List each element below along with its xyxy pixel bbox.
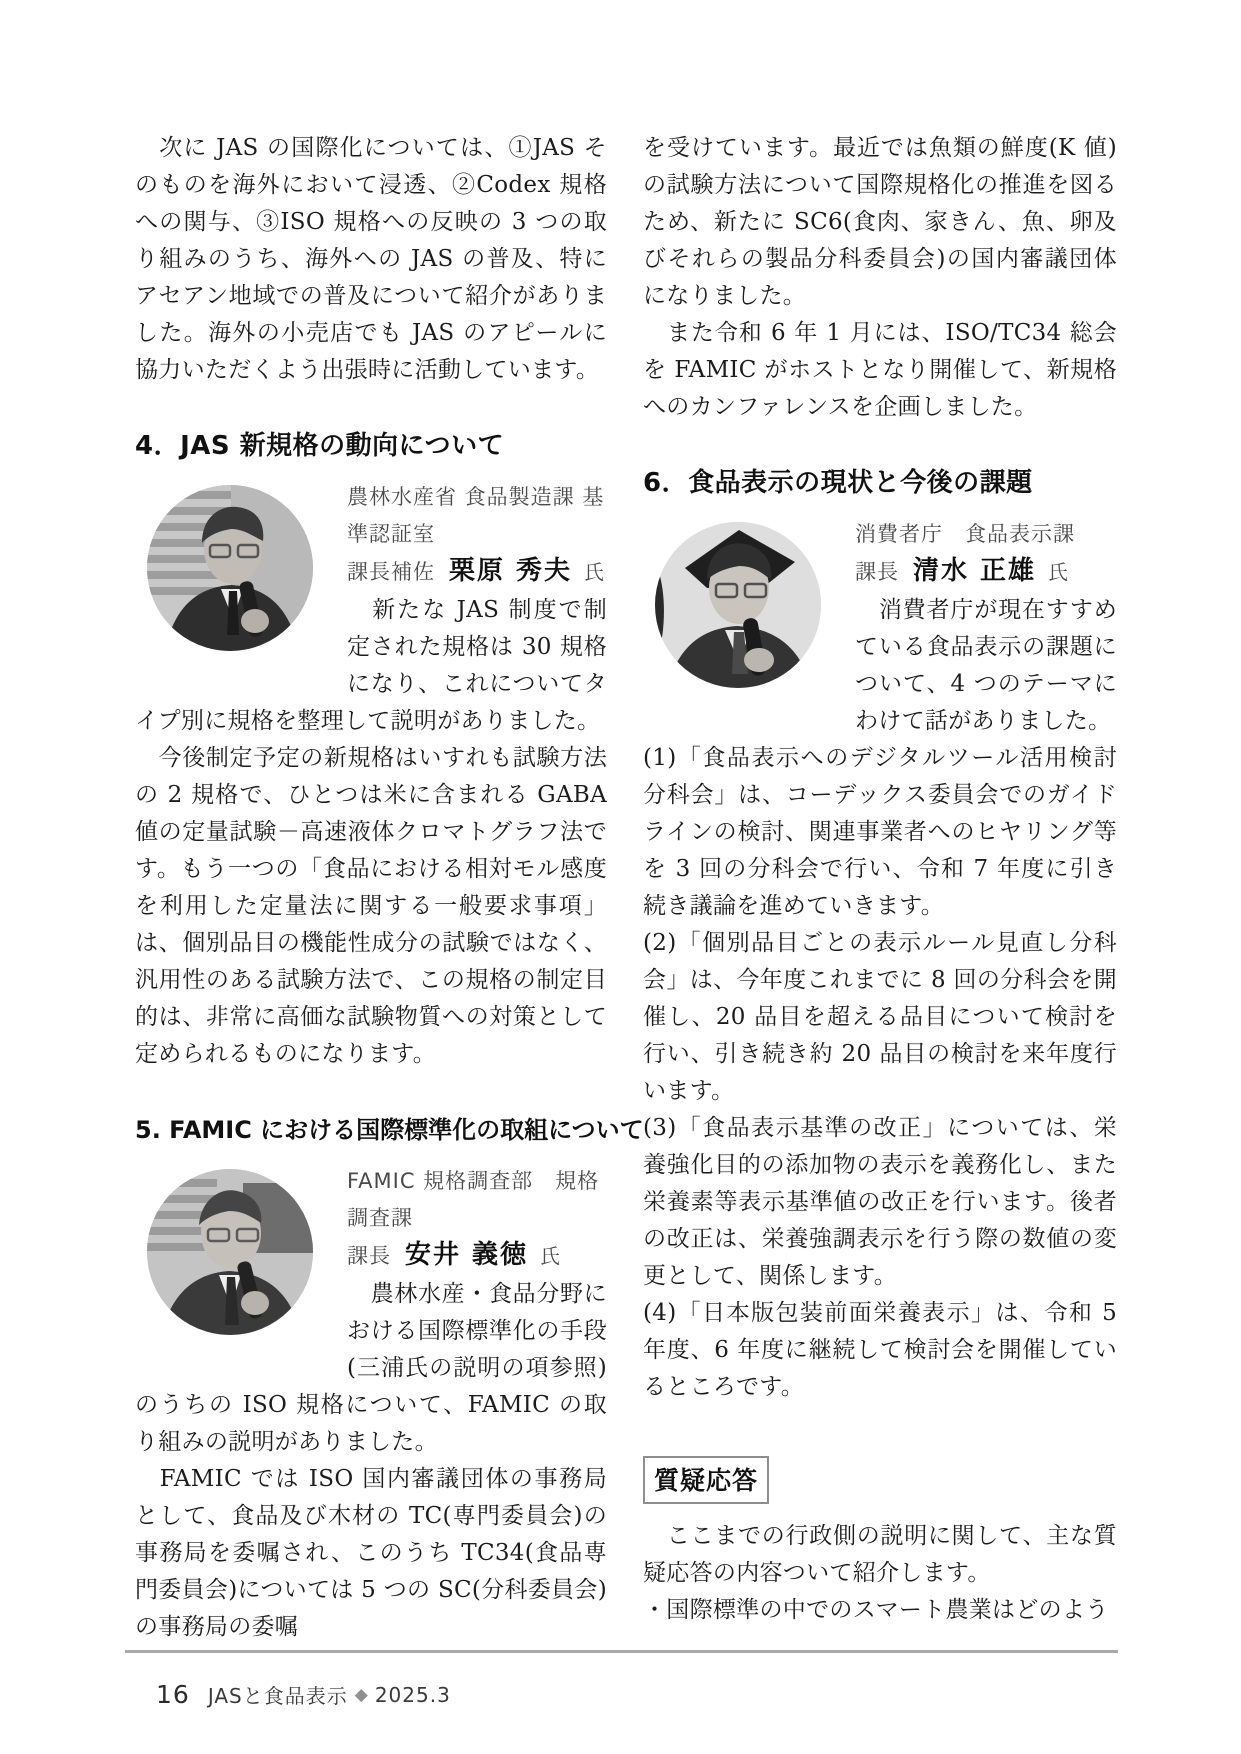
speaker-honorific: 氏: [540, 1244, 561, 1268]
section5-paragraph-1: 農林水産・食品分野における国際標準化の手段(三浦氏の説明の項参照)のうちの ISO 規格について、FAMIC の取り組みの説明がありました。: [135, 1281, 607, 1455]
continuation-paragraph: を受けています。最近では魚類の鮮度(K 値)の試験方法について国際規格化の推進を図るため、新たに SC6(食肉、家きん、魚、卵及びそれらの製品分科委員会)の国内審議団体になりました。: [643, 135, 1117, 309]
speaker-portrait-photo: [147, 485, 313, 651]
speaker-honorific: 氏: [1048, 560, 1069, 584]
speaker-portrait-photo: [147, 1169, 313, 1335]
speaker-role: 課長補佐: [347, 560, 435, 584]
issue-date: 2025.3: [374, 1682, 451, 1707]
left-column: [135, 130, 644, 1646]
section6-item-4: (4)「日本版包装前面栄養表示」は、令和 5 年度、6 年度に継続して検討会を開催しているところです。: [643, 1300, 1117, 1400]
section6-heading: 6．食品表示の現状と今後の課題: [643, 468, 1033, 498]
journal-title: JASと食品表示: [207, 1684, 348, 1708]
speaker-role: 課長: [347, 1244, 391, 1268]
speaker-portrait-photo: [655, 522, 821, 688]
section5-heading: 5. FAMIC における国際標準化の取組について: [135, 1116, 644, 1144]
speaker-affiliation: 農林水産省 食品製造課 基準認証室: [347, 485, 605, 546]
section4-paragraph-2: 今後制定予定の新規格はいすれも試験方法の 2 規格で、ひとつは米に含まれる GABA 値の定量試験－高速液体クロマトグラフ法です。もう一つの「食品における相対モル感度を利用した定量法に関する一般要求事項」は、個別品目の機能性成分の試験ではなく、汎用性のある試験方法で、この規格の制定目的は、非常に高価な試験物質への対策として定められるものになります。: [135, 745, 607, 1067]
speaker-block-yasui: [135, 1163, 607, 1461]
speaker-affiliation: FAMIC 規格調査部 規格調査課: [347, 1169, 600, 1230]
speaker-name: 清水 正雄: [913, 556, 1037, 586]
speaker-block-kurihara: [135, 479, 607, 740]
speaker-honorific: 氏: [584, 560, 605, 584]
qa-section-heading: 質疑応答: [643, 1456, 769, 1504]
right-column: [643, 130, 1117, 1629]
iso-tc34-paragraph: また令和 6 年 1 月には、ISO/TC34 総会を FAMIC がホストとなり開催して、新規格へのカンファレンスを企画しました。: [643, 320, 1117, 420]
section6-paragraph-1: 消費者庁が現在すすめている食品表示の課題について、4 つのテーマにわけて話がありました。: [855, 597, 1117, 734]
page-number: 16: [156, 1680, 190, 1709]
footer-divider: [125, 1650, 1118, 1653]
qa-intro-paragraph: ここまでの行政側の説明に関して、主な質疑応答の内容ついて紹介します。: [643, 1523, 1117, 1586]
qa-bullet-item: ・国際標準の中でのスマート農業はどのよう: [643, 1597, 1109, 1623]
section4-paragraph-1: 新たな JAS 制度で制定された規格は 30 規格になり、これについてタイプ別に規格を整理して説明がありました。: [135, 597, 607, 734]
page-footer: [156, 1680, 451, 1709]
speaker-affiliation: 消費者庁 食品表示課: [855, 522, 1075, 546]
section5-paragraph-2: FAMIC では ISO 国内審議団体の事務局として、食品及び木材の TC(専門委員会)の事務局を委嘱され、このうち TC34(食品専門委員会)については 5 つの SC(分科委員会)の事務局の委嘱: [135, 1466, 607, 1640]
section6-item-1: (1)「食品表示へのデジタルツール活用検討分科会」は、コーデックス委員会でのガイドラインの検討、関連事業者へのヒヤリング等を 3 回の分科会で行い、令和 7 年度に引き続き議論を進めていきます。: [643, 745, 1117, 919]
speaker-role: 課長: [855, 560, 899, 584]
section6-item-2: (2)「個別品目ごとの表示ルール見直し分科会」は、今年度これまでに 8 回の分科会を開催し、20 品目を超える品目について検討を行い、引き続き約 20 品目の検討を来年度行います。: [643, 930, 1117, 1104]
speaker-name: 栗原 秀夫: [449, 556, 573, 586]
section4-heading: 4．JAS 新規格の動向について: [135, 431, 505, 461]
speaker-name: 安井 義徳: [405, 1240, 529, 1270]
intro-paragraph: 次に JAS の国際化については、①JAS そのものを海外において浸透、②Codex 規格への関与、③ISO 規格への反映の 3 つの取り組みのうち、海外への JAS の普及、特にアセアン地域での普及について紹介がありました。海外の小売店でも JAS のアピールに協力いただくよう出張時に活動しています。: [135, 135, 607, 383]
section6-item-3: (3)「食品表示基準の改正」については、栄養強化目的の添加物の表示を義務化し、また栄養素等表示基準値の改正を行います。後者の改正は、栄養強調表示を行う際の数値の変更として、関係します。: [643, 1115, 1117, 1289]
speaker-block-shimizu: [643, 516, 1117, 740]
diamond-icon: ◆: [354, 1684, 368, 1705]
